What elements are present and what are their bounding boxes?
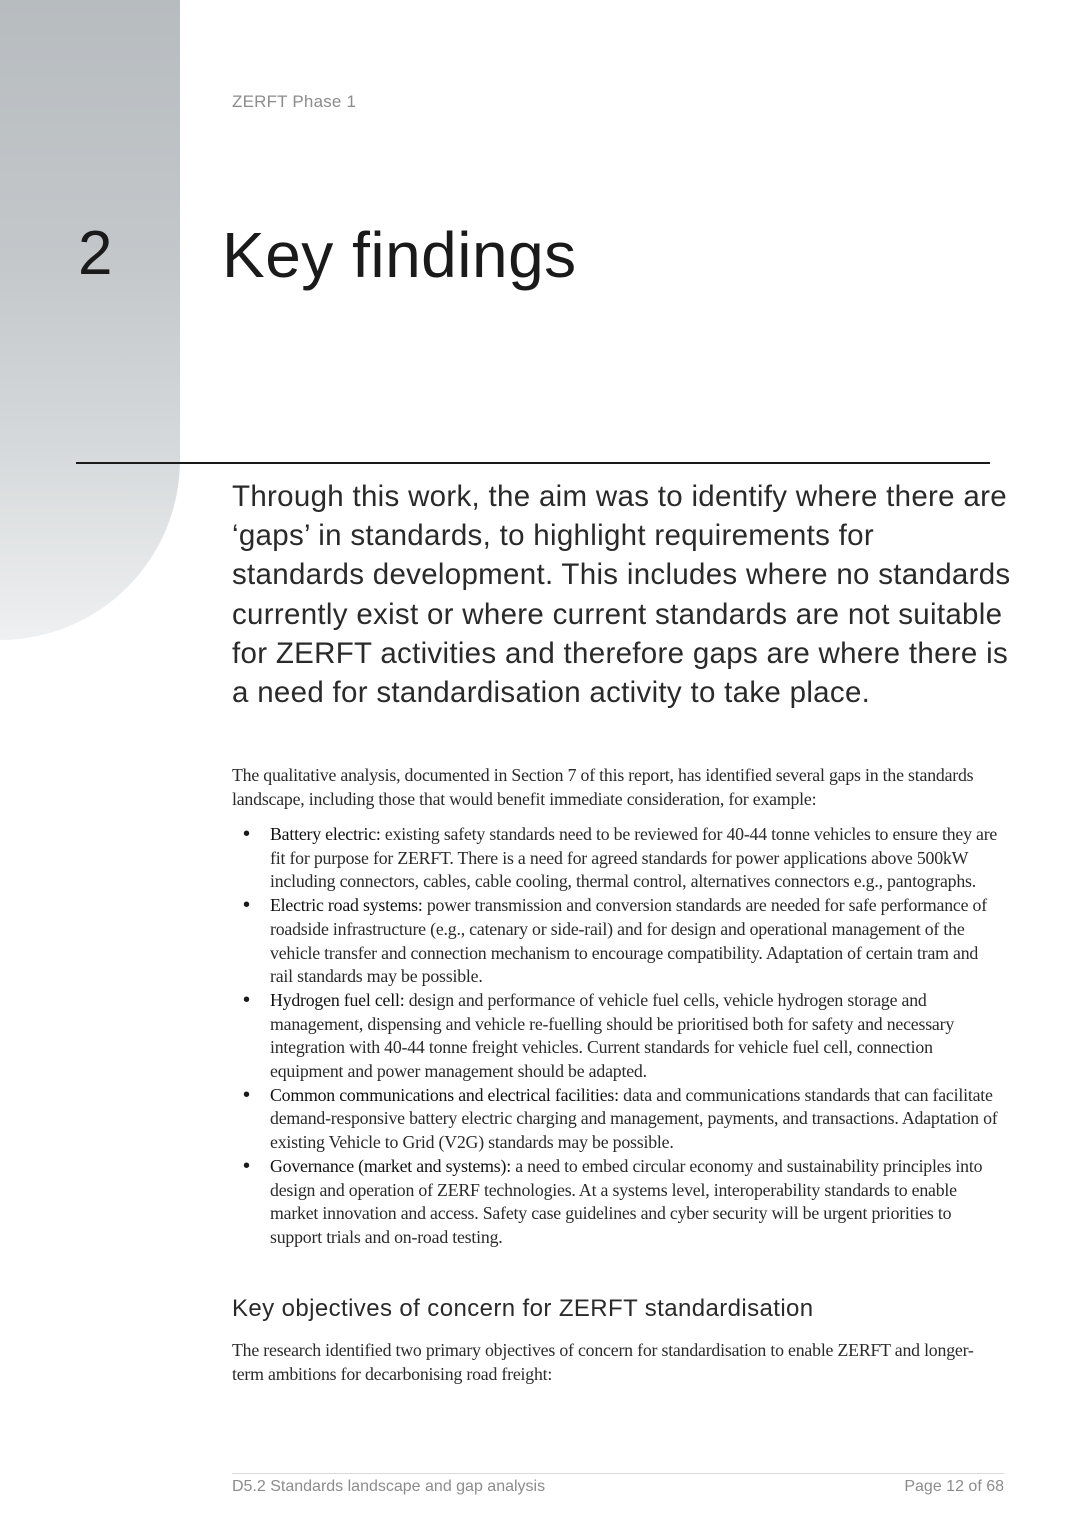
finding-term: Governance (market and systems): (270, 1155, 511, 1176)
finding-term: Hydrogen fuel cell: (270, 989, 405, 1010)
list-item (232, 823, 1002, 894)
finding-text: existing safety standards need to be reviewed for 40-44 tonne vehicles to ensure they are fit for purpose for ZERFT. There is a need for agreed standards for power applications above 500kW including connectors, cables, cable cooling, thermal control, alternatives connectors e.g., pantographs. (270, 824, 998, 892)
footer-document-title: D5.2 Standards landscape and gap analysis (232, 1478, 546, 1495)
list-item (232, 989, 1002, 1084)
research-paragraph: The research identified two primary objectives of concern for standardisation to enable ZERFT and longer-term ambitions for decarbonising road freight: (232, 1340, 974, 1384)
finding-text: design and performance of vehicle fuel cells, vehicle hydrogen storage and management, dispensing and vehicle re-fuelling should be prioritised both for safety and necessary integration with 40-44 tonne freight vehicles. Current standards for vehicle fuel cell, connection equipment and power management should be adapted. (270, 989, 955, 1082)
list-item (232, 1084, 1002, 1155)
finding-text: a need to embed circular economy and sustainability principles into design and operation of ZERF technologies. At a systems level, interoperability standards to enable market innovation and access. Safety case guidelines and cyber security will be urgent priorities to support trials and on-road testing. (270, 1155, 983, 1247)
running-header: ZERFT Phase 1 (232, 92, 357, 111)
findings-list (232, 823, 1002, 1250)
lead-paragraph: Through this work, the aim was to identify where there are ‘gaps’ in standards, to highlight requirements for standards development. This includes where no standards currently exist or where current standards are not suitable for ZERFT activities and therefore gaps are where there is a need for standardisation activity to take place. (232, 480, 1011, 710)
intro-paragraph: The qualitative analysis, documented in Section 7 of this report, has identified several gaps in the standards landscape, including those that would benefit immediate consideration, for example: (232, 765, 974, 809)
section-subheading: Key objectives of concern for ZERFT standardisation (232, 1295, 814, 1322)
footer-divider (232, 1473, 1004, 1474)
finding-term: Common communications and electrical facilities: (270, 1084, 619, 1105)
finding-term: Electric road systems: (270, 895, 423, 916)
footer-page-number: Page 12 of 68 (904, 1478, 1004, 1495)
decorative-side-band (0, 0, 180, 640)
finding-text: data and communications standards that can facilitate demand-responsive battery electric charging and management, payments, and transactions. Adaptation of existing Vehicle to Grid (V2G) standards may be possible. (270, 1084, 998, 1153)
finding-text: power transmission and conversion standards are needed for safe performance of roadside infrastructure (e.g., catenary or side-rail) and for design and operational management of the vehicle transfer and connection mechanism to encourage compatibility. Adaptation of certain tram and rail standards may be possible. (270, 895, 987, 987)
chapter-number: 2 (78, 219, 113, 288)
finding-term: Battery electric: (270, 824, 381, 844)
section-divider (76, 462, 990, 464)
list-item (232, 894, 1002, 989)
list-item (232, 1155, 1002, 1250)
chapter-title: Key findings (222, 219, 577, 291)
